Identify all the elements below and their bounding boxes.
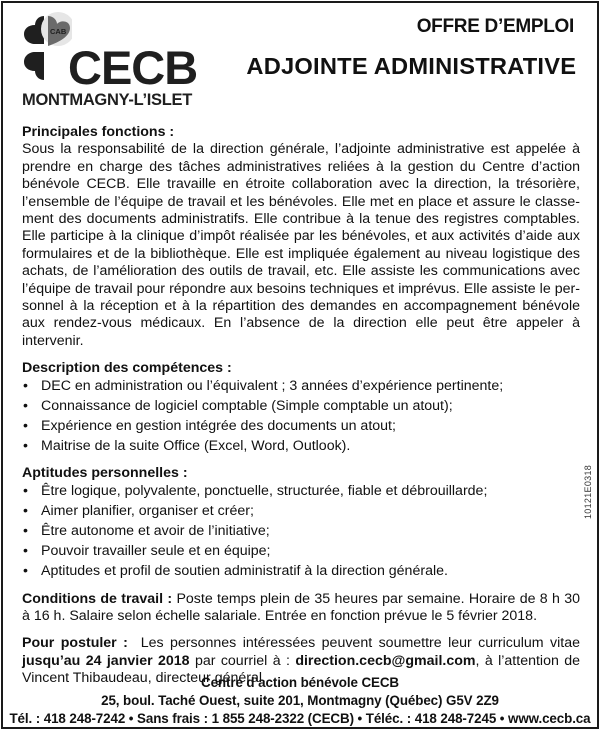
bullet-icon: •	[23, 563, 28, 580]
fonctions-text: Sous la responsabilité de la direction générale, l’adjointe administrative est appelée à prendre en charge des tâches administratives reliées à la gestion du Centre d’action bénévole CECB. Elle travaille en étroite collaboration avec la direction, la trésorière, l’ensemble de l’équipe de travail et les bénévoles. Elle met en place et assure le classe-ment des documents administratifs. Elle contribue à la tenue des registres comptables. Elle participe à la clinique d’impôt réalisée par les bénévoles, et aux activités d’aide aux formulaires et de la bibliothèque. Elle est impliquée également au niveau logistique des achats, de l’amélioration des outils de travail, etc. Elle assiste les communications avec l’équipe de travail pour répondre aux besoins techniques et imprévus. Elle assiste le per-sonnel à la réception et à la répartition des demandes en accompagnement bénévole aux rendez-vous médicaux. En l’absence de la direction elle peut être appeler à intervenir.	[22, 141, 580, 349]
bullet-icon: •	[23, 397, 28, 414]
section-heading: Aptitudes personnelles :	[22, 465, 188, 482]
list-item	[22, 563, 580, 580]
section-heading: Pour postuler :	[22, 635, 128, 652]
ad-reference-code: 10121E0318	[583, 464, 593, 519]
list-item	[22, 523, 580, 540]
list-item-text: Être logique, polyvalente, ponctuelle, structurée, fiable et débrouillarde;	[41, 482, 488, 499]
section-conditions	[22, 591, 580, 626]
bullet-icon: •	[23, 417, 28, 434]
footer-org-name: Centre d’action bénévole CECB	[201, 675, 399, 690]
competences-list	[22, 378, 580, 456]
postuler-outro: , à l’attention de Vincent Thibaudeau, directeur général.	[22, 652, 581, 687]
section-heading: Conditions de travail :	[22, 590, 173, 607]
bullet-icon: •	[23, 502, 28, 519]
section-aptitudes	[22, 465, 580, 580]
email-link[interactable]: direction.cecb@gmail.com	[295, 652, 476, 669]
cecb-logo	[22, 12, 198, 94]
bullet-icon: •	[23, 377, 28, 394]
job-offer-label: OFFRE D’EMPLOI	[416, 16, 574, 37]
footer-address: 25, boul. Taché Ouest, suite 201, Montmagny (Québec) G5V 2Z9	[101, 693, 499, 708]
aptitudes-list	[22, 483, 580, 581]
list-item-text: Aptitudes et profil de soutien administratif à la direction générale.	[41, 563, 448, 580]
list-item	[22, 483, 580, 500]
ad-body	[22, 124, 580, 698]
footer-contact-line: Tél. : 418 248-7242 • Sans frais : 1 855 248-2322 (CECB) • Téléc. : 418 248-7245 • www.cecb.ca	[9, 711, 591, 726]
logo-badge-text: CAB	[50, 27, 67, 36]
list-item-text: Connaissance de logiciel comptable (Simple comptable un atout);	[41, 397, 453, 414]
footer-contact	[0, 674, 600, 728]
list-item	[22, 378, 580, 395]
list-item	[22, 398, 580, 415]
section-fonctions	[22, 124, 580, 350]
bullet-icon: •	[23, 522, 28, 539]
bullet-icon: •	[23, 543, 28, 560]
list-item	[22, 543, 580, 560]
list-item-text: Pouvoir travailler seule et en équipe;	[41, 543, 271, 560]
section-heading: Principales fonctions :	[22, 124, 175, 140]
list-item-text: Expérience en gestion intégrée des documents un atout;	[41, 417, 396, 434]
bullet-icon: •	[23, 437, 28, 454]
postuler-mid: par courriel à :	[194, 652, 290, 669]
section-heading: Description des compétences :	[22, 360, 232, 377]
logo-wordmark: CECB	[68, 41, 198, 94]
bullet-icon: •	[23, 482, 28, 499]
list-item	[22, 503, 580, 520]
list-item	[22, 438, 580, 455]
list-item-text: Aimer planifier, organiser et créer;	[41, 502, 254, 519]
conditions-body: Poste temps plein de 35 heures par semaine. Horaire de 8 h 30 à 16 h. Salaire selon échelle salariale. Entrée en fonction prévue le 5 février 2018.	[22, 590, 580, 624]
postuler-intro: Les personnes intéressées peuvent soumettre leur curriculum vitae	[140, 635, 580, 652]
job-title: ADJOINTE ADMINISTRATIVE	[246, 53, 576, 79]
org-region: MONTMAGNY-L’ISLET	[22, 91, 192, 109]
list-item-text: Maitrise de la suite Office (Excel, Word, Outlook).	[41, 437, 351, 454]
list-item-text: DEC en administration ou l’équivalent ; 3 années d’expérience pertinente;	[41, 377, 504, 394]
list-item-text: Être autonome et avoir de l’initiative;	[41, 522, 270, 539]
deadline: jusqu’au 24 janvier 2018	[22, 652, 190, 669]
list-item	[22, 418, 580, 435]
conditions-text	[22, 591, 580, 626]
clover-hearts-icon	[22, 12, 72, 84]
section-competences	[22, 360, 580, 455]
